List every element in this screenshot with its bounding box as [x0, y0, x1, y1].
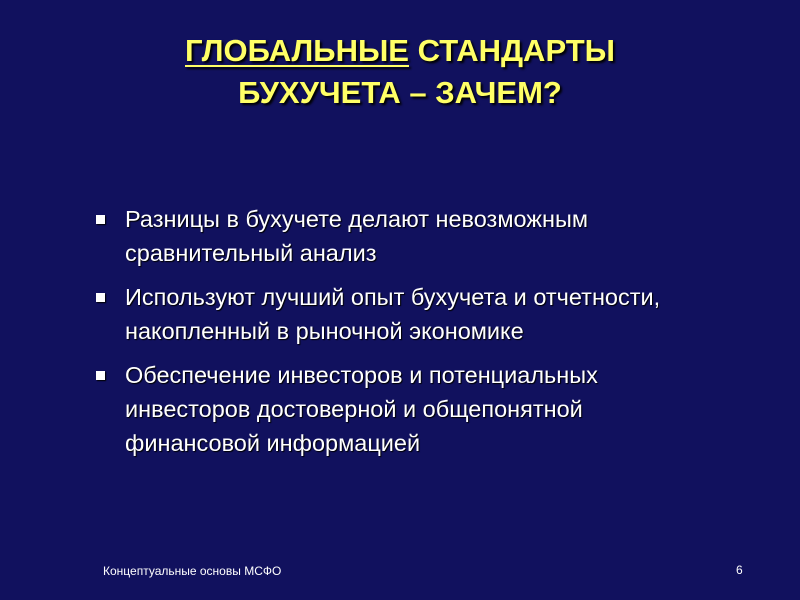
- title-line-1: [0, 30, 800, 72]
- page-number: 6: [736, 563, 743, 577]
- bullet-item: [92, 202, 752, 270]
- bullet-item: [92, 358, 752, 460]
- square-bullet-icon: [96, 371, 105, 380]
- bullet-text-line: сравнительный анализ: [125, 240, 377, 266]
- slide-title: [0, 30, 800, 114]
- square-bullet-icon: [96, 293, 105, 302]
- bullet-text-line: Используют лучший опыт бухучета и отчетности,: [125, 284, 661, 310]
- bullet-text-line: накопленный в рыночной экономике: [125, 318, 524, 344]
- bullet-item: [92, 280, 752, 348]
- footer-caption: Концептуальные основы МСФО: [103, 564, 282, 578]
- bullet-text-line: инвесторов достоверной и общепонятной: [125, 396, 583, 422]
- title-line-1-rest: СТАНДАРТЫ: [408, 33, 615, 68]
- bullet-list: [92, 202, 752, 470]
- bullet-text-line: Разницы в бухучете делают невозможным: [125, 206, 589, 232]
- square-bullet-icon: [96, 215, 105, 224]
- bullet-text-line: финансовой информацией: [125, 430, 421, 456]
- bullet-text-line: Обеспечение инвесторов и потенциальных: [125, 362, 598, 388]
- title-line-2: БУХУЧЕТА – ЗАЧЕМ?: [238, 75, 562, 110]
- title-underlined-word: ГЛОБАЛЬНЫЕ: [185, 33, 409, 68]
